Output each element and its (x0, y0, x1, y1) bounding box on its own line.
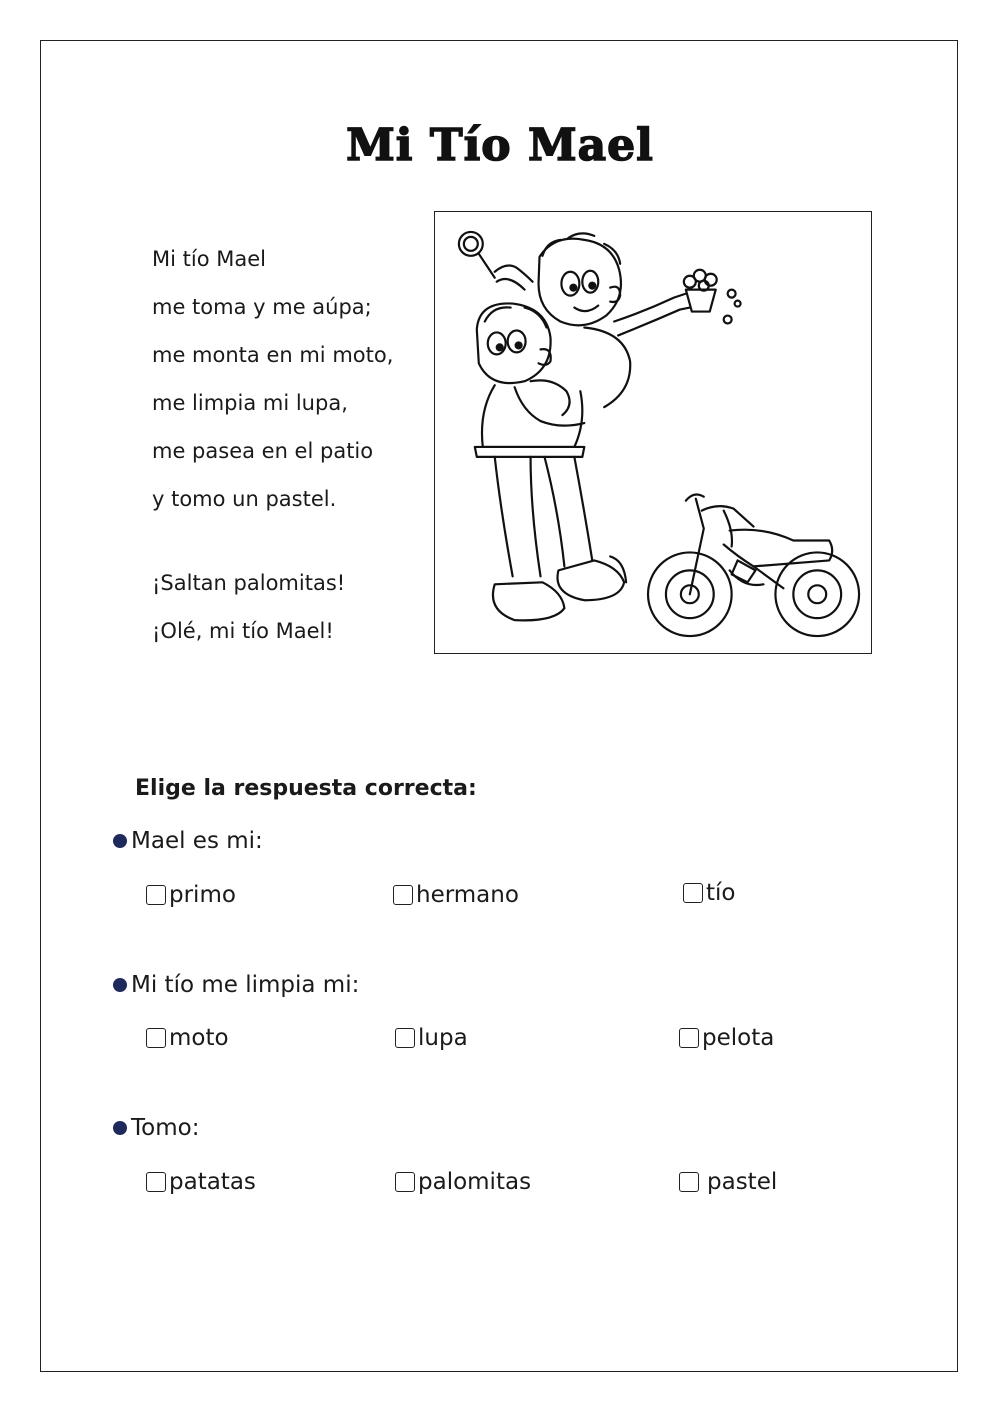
poem-line: me monta en mi moto, (152, 343, 394, 367)
poem-line: me pasea en el patio (152, 439, 374, 463)
poem-closing-line: ¡Saltan palomitas! (152, 571, 346, 595)
option-label: patatas (169, 1169, 256, 1195)
child-figure (539, 233, 690, 407)
question-2 (113, 972, 359, 998)
option-label: hermano (416, 882, 519, 908)
question-prompt: Tomo: (131, 1115, 200, 1141)
checkbox[interactable] (146, 1172, 166, 1192)
page-title: Mi Tío Mael (346, 120, 654, 171)
answer-option[interactable] (146, 882, 236, 908)
answer-option[interactable] (146, 1025, 229, 1051)
poem-line: y tomo un pastel. (152, 487, 337, 511)
option-label: tío (706, 880, 736, 906)
motorcycle-icon (648, 494, 859, 636)
answer-option[interactable] (395, 1169, 531, 1195)
bullet-icon (113, 978, 127, 992)
uncle-figure (475, 303, 626, 620)
option-label: pelota (702, 1025, 775, 1051)
answer-option[interactable] (679, 1169, 777, 1195)
checkbox[interactable] (395, 1172, 415, 1192)
bullet-icon (113, 1121, 127, 1135)
poem-line: Mi tío Mael (152, 247, 266, 271)
answer-option[interactable] (146, 1169, 256, 1195)
option-label: pastel (707, 1169, 778, 1195)
checkbox[interactable] (679, 1028, 699, 1048)
checkbox[interactable] (395, 1028, 415, 1048)
poem-line: me toma y me aúpa; (152, 295, 372, 319)
instruction-heading: Elige la respuesta correcta: (135, 776, 477, 801)
question-1 (113, 828, 263, 854)
option-label: lupa (418, 1025, 468, 1051)
poem (152, 240, 393, 660)
question-prompt: Mi tío me limpia mi: (131, 972, 360, 998)
uncle-child-motorcycle-drawing (434, 211, 872, 654)
checkbox[interactable] (146, 885, 166, 905)
poem-closing-line: ¡Olé, mi tío Mael! (152, 619, 334, 643)
bullet-icon (113, 834, 127, 848)
poem-line: me limpia mi lupa, (152, 391, 348, 415)
question-3 (113, 1115, 199, 1141)
option-label: moto (169, 1025, 229, 1051)
answer-option[interactable] (679, 1025, 774, 1051)
checkbox[interactable] (683, 883, 703, 903)
checkbox[interactable] (393, 885, 413, 905)
popcorn-icon (684, 270, 741, 324)
option-label: primo (169, 882, 236, 908)
question-prompt: Mael es mi: (131, 828, 263, 854)
answer-option[interactable] (393, 882, 519, 908)
option-label: palomitas (418, 1169, 532, 1195)
checkbox[interactable] (679, 1172, 699, 1192)
magnifier-icon (459, 232, 495, 278)
checkbox[interactable] (146, 1028, 166, 1048)
answer-option[interactable] (683, 880, 735, 906)
answer-option[interactable] (395, 1025, 468, 1051)
